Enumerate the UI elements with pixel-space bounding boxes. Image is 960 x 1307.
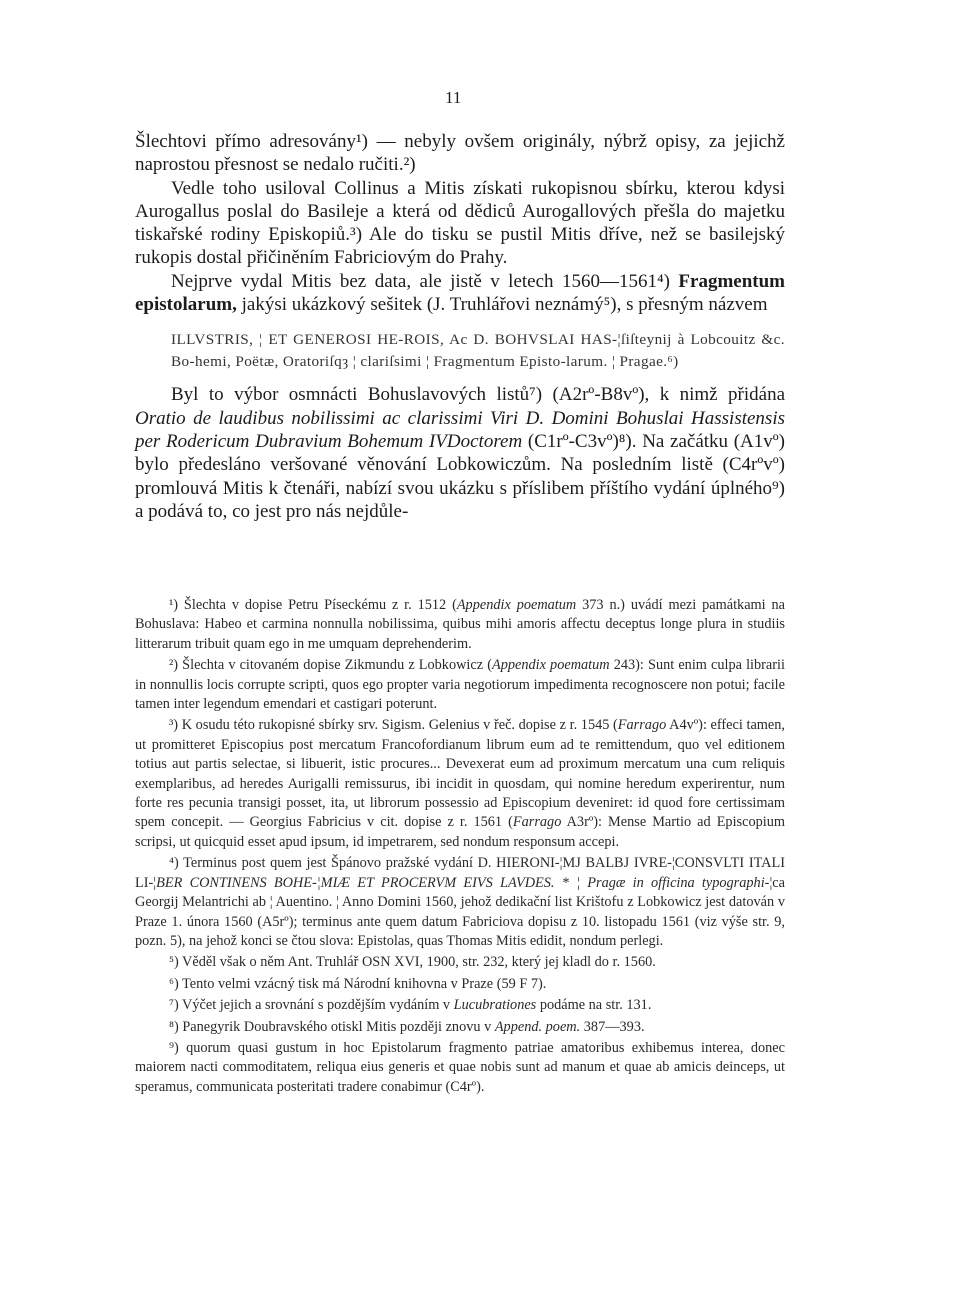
footnote-2-italic: Appendix poematum (491, 657, 610, 674)
footnote-2-text-a: ²) Šlechta v citovaném dopise Zikmundu z Lobkowicz ( (169, 657, 492, 674)
title-transcription: ILLVSTRIS, ¦ ET GENEROSI HE-ROIS, Ac D. BOHVSLAI HAS-¦ſiſteynij à Lobcouitz &c. Bo-hemi, Poëtæ, Oratoriſqȝ ¦ clariſsimi ¦ Fragmentum Episto-larum. ¦ Pragae.⁶) (171, 331, 785, 370)
footnote-6: ⁶) Tento velmi vzácný tisk má Národní knihovna v Praze (59 F 7). (169, 975, 547, 992)
paragraph-3-text-b: jakýsi ukázkový sešitek (J. Truhlářovi neznámý⁵), s přesným názvem (241, 294, 768, 316)
paragraph-3 (135, 270, 785, 317)
page-number: 11 (445, 88, 462, 107)
oration-title: Oratio de laudibus nobilissimi ac clarissimi Viri D. Domini Bohuslai Hassistensis per Rodericum Dubravium Bohemum IVDoctorem (135, 407, 785, 452)
footnote-3-italic-2: Farrago (512, 814, 562, 831)
footnote-1-italic: Appendix poematum (456, 597, 577, 613)
footnote-8-italic: Append. poem. (494, 1018, 581, 1035)
paragraph-4-text-a: Byl to výbor osmnácti Bohuslavových listů⁷) (A2rº-B8vº), k nimž přidána (171, 384, 785, 406)
paragraph-4-text-b: (C1rº-C3vº)⁸). Na začátku (A1vº) bylo předesláno veršované věnování Lobkowiczům. Na posledním listě (C4rºvº) promlouvá Mitis k čtenáři, nabízí svou ukázku s příslibem příštího vydání úplného⁹) a podává to, co jest pro nás nejdůle- (135, 430, 786, 522)
footnote-3-italic: Farrago (617, 717, 667, 734)
footnote-9: ⁹) quorum quasi gustum in hoc Epistolarum fragmento patriae amatoribus exhibemus interea, donec maiorem nacti commoditatem, reliqua eius generis et quae nobis sunt ad manum et quae ab amicis deinceps, ut speramus, communicata posteritati tradere conabimur (C4rº). (135, 1039, 785, 1095)
paragraph-1: Šlechtovi přímo adresovány¹) — nebyly ovšem originály, nýbrž opisy, za jejichž naprostou přesnost se nedalo ručiti.²) (135, 131, 785, 176)
footnote-1-text-a: ¹) Šlechta v dopise Petru Píseckému z r. 1512 ( (169, 597, 457, 613)
footnote-5: ⁵) Věděl však o něm Ant. Truhlář OSN XVI, 1900, str. 232, který jej kladl do r. 1560. (169, 954, 656, 971)
paragraph-2: Vedle toho usiloval Collinus a Mitis získati rukopisnou sbírku, kterou kdysi Aurogallus poslal do Basileje a která od dědiců Aurogallových přešla do majetku tiskařské rodiny Episkopiů.³) Ale do tisku se pustil Mitis dříve, než se basilejský rukopis dostal přičiněním Fabriciovým do Prahy. (135, 177, 785, 269)
book-title-bold: Fragmentum epistolarum, (135, 270, 785, 316)
paragraph-3-text-a: Nejprve vydal Mitis bez data, ale jistě v letech 1560—1561⁴) (171, 270, 670, 292)
footnote-4-text-b: ¦ca Georgij Melantrichi ab ¦ Auentino. ¦ Anno Domini 1560, jehož dedikační list Krištofu z Lobkowicz jest datován v Praze 1. února 1560 (A5rº); terminus ante quem datum Fabriciova dopisu z 10. listopadu 1561 (viz výše str. 9, pozn. 5), na jehož konci se čtou slova: Epistolas, quas Thomas Mitis edidit, nondum perlegi. (135, 874, 785, 949)
footnote-3-text-b: A4vº): effeci tamen, ut promitteret Episcopius post mercatum Francofordianum librum eum ad te remittendum, quo vel editionem totius aut partis selectae, si libuerit, istic procures... Devexerat eum ad proximum mercatum una cum reliquis exemplaribus, ad heredes Aurigalli remissurus, ibi incidit in quosdam, qui nomine heredum experirentur, num forte res pecunia transigi posset, ita, ut librorum possessio ad Episcopium deveniret: id quod fore certissimam spem concepit. — Georgius Fabricius v cit. dopise z r. 1561 ( (135, 717, 785, 831)
footnote-7-text-a: ⁷) Výčet jejich a srovnání s pozdějším vydáním v (169, 997, 454, 1014)
footnote-3-text-a: ³) K osudu této rukopisné sbírky srv. Sigism. Gelenius v řeč. dopise z r. 1545 ( (169, 717, 618, 734)
footnote-8 (135, 1018, 785, 1037)
footnote-7-italic: Lucubrationes (453, 997, 537, 1014)
body-text (135, 130, 785, 523)
footnote-8-text-a: ⁸) Panegyrik Doubravského otiskl Mitis později znovu v (169, 1018, 495, 1035)
footnote-4-text-a: ⁴) Terminus post quem jest Špánovo pražské vydání D. HIERONI-¦MJ BALBJ IVRE-¦CONSVLTI ITALI LI-¦ (135, 855, 785, 891)
footnote-8-text-b: 387—393. (580, 1018, 645, 1035)
footnote-1 (135, 596, 785, 654)
footnote-2-text-b: 243): Sunt enim culpa librarii in nonnullis locis corrupte scripti, quos ego propter varia negotiorum impedimenta recognoscere non potui; facile tamen inter legendum emendari et castigari poterunt. (135, 657, 785, 713)
footnote-4 (135, 854, 785, 951)
footnote-7 (135, 996, 785, 1015)
paragraph-4 (135, 383, 785, 523)
footnote-3-text-c: A3rº): Mense Martio ad Episcopium scripsi, ut quicquid esset apud ipsum, id impetrarem, sed nondum responsum accepi. (135, 814, 785, 850)
footnote-2 (135, 656, 785, 714)
footnote-3 (135, 716, 785, 852)
footnote-4-italic: BER CONTINENS BOHE-¦MIÆ ET PROCERVM EIVS LAVDES. * ¦ Pragæ in officina typographi- (156, 874, 770, 891)
footnotes (135, 596, 785, 1099)
footnote-7-text-b: podáme na str. 131. (536, 997, 652, 1014)
footnote-1-text-b: 373 n.) uvádí mezi památkami na Bohuslava: Habeo et carmina nonnulla nobilissima, quibus mihi amoris affectu deceptus longe plura in studiis litterarum tribuit quam ego in me umquam deprehenderim. (135, 597, 785, 652)
